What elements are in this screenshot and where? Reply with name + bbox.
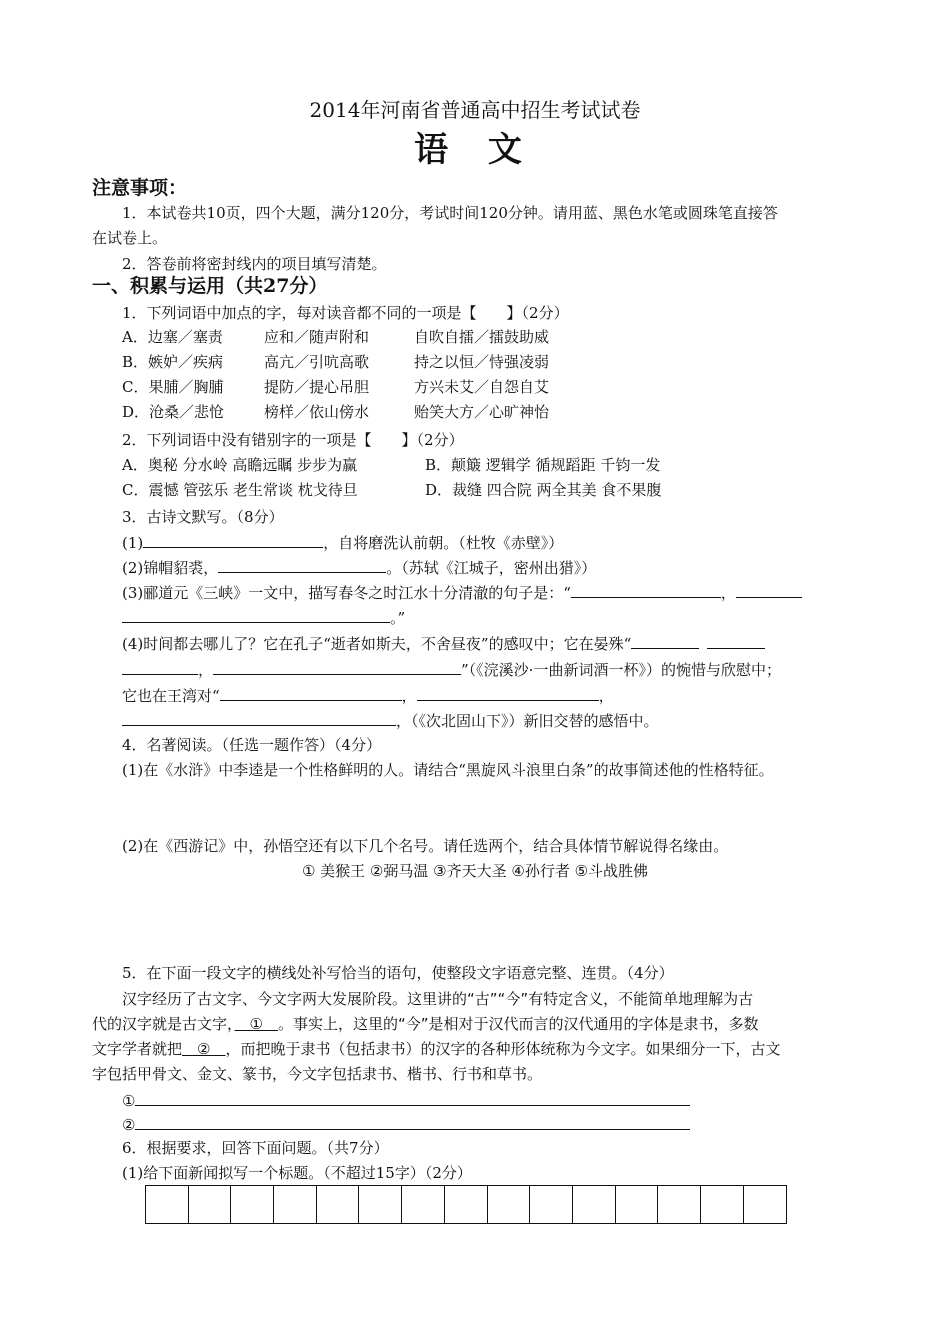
notes-item-2: 2．答卷前将密封线内的项目填写清楚。 (122, 255, 387, 273)
q3-p4-end: ，（《次北固山下》）新旧交替的感悟中。 (396, 712, 659, 730)
q3-p3-blank-2[interactable] (736, 582, 802, 598)
q3-p3-end: 。” (390, 609, 406, 627)
q1-d-col2: 榜样／依山傍水 (264, 403, 370, 421)
q5-answer-2 (122, 1114, 690, 1135)
grid-cell[interactable] (744, 1186, 787, 1223)
q5-answer-1 (122, 1090, 690, 1111)
subject-title: 语 文 (414, 130, 536, 170)
q3-p4-blank-1[interactable] (631, 633, 699, 649)
q5-answer-1-line[interactable] (135, 1090, 690, 1106)
q3-p1-text: ，自将磨洗认前朝。（杜牧《赤壁》） (323, 534, 564, 552)
q5-line-2a: 代的汉字就是古文字， (92, 1015, 235, 1033)
q6-stem: 6．根据要求，回答下面问题。（共7分） (122, 1139, 389, 1157)
section1-heading: 一、积累与运用（共27分） (92, 275, 328, 297)
q5-line-1: 汉字经历了古文字、今文字两大发展阶段。这里讲的“古”“今”有特定含义，不能简单地理解为古 (122, 990, 754, 1008)
q6-part-1: (1)给下面新闻拟写一个标题。（不超过15字）（2分） (122, 1164, 472, 1182)
q3-p4-blank-3[interactable] (122, 659, 198, 675)
q3-p4-comma3: ， (598, 687, 614, 705)
q3-p4-blank-5[interactable] (220, 685, 402, 701)
grid-cell[interactable] (231, 1186, 274, 1223)
q3-p2-label: (2)锦帽貂裘， (122, 559, 219, 577)
q2-option-a: A．奥秘 分水岭 高瞻远瞩 步步为赢 (122, 456, 358, 474)
q3-p4-wang: 它也在王湾对“ (122, 687, 220, 705)
q3-stem: 3．古诗文默写。（8分） (122, 508, 284, 526)
q5-line-3 (92, 1039, 780, 1059)
q4-part-1: (1)在《水浒》中李逵是一个性格鲜明的人。请结合“黑旋风斗浪里白条”的故事简述他的性格特征。 (122, 761, 774, 779)
q3-p3-text: (3)郦道元《三峡》一文中，描写春冬之时江水十分清澈的句子是：“ (122, 584, 571, 602)
grid-cell[interactable] (274, 1186, 317, 1223)
q5-line-3a: 文字学者就把 (92, 1040, 183, 1058)
q3-p4-text: (4)时间都去哪儿了？它在孔子“逝者如斯夫，不舍昼夜”的感叹中；它在晏殊“ (122, 635, 632, 653)
q1-b-col2: 高亢／引吭高歌 (264, 353, 370, 371)
grid-cell[interactable] (658, 1186, 701, 1223)
q5-line-2b: 。事实上，这里的“今”是相对于汉代而言的汉代通用的字体是隶书，多数 (277, 1015, 759, 1033)
q5-answer-2-label: ② (122, 1116, 136, 1134)
exam-title: 2014年河南省普通高中招生考试试卷 (309, 98, 641, 122)
q3-part-4-wang (122, 685, 614, 706)
grid-cell[interactable] (317, 1186, 360, 1223)
grid-cell[interactable] (445, 1186, 488, 1223)
q3-p4-comma2: ， (401, 687, 417, 705)
title-answer-grid[interactable] (145, 1185, 787, 1224)
q3-part-3 (122, 582, 802, 603)
q5-stem: 5．在下面一段文字的横线处补写恰当的语句，使整段文字语意完整、连贯。（4分） (122, 964, 674, 982)
q1-option-a (122, 327, 549, 347)
q3-p2-text: 。（苏轼《江城子，密州出猎》） (386, 559, 597, 577)
q3-part-3-cont (122, 607, 405, 628)
q1-b-col3: 持之以恒／恃强凌弱 (414, 353, 550, 371)
grid-cell[interactable] (616, 1186, 659, 1223)
q1-option-c (122, 377, 549, 397)
q3-part-4 (122, 633, 765, 654)
q3-part-4-end (122, 710, 659, 731)
q1-option-d (122, 402, 549, 422)
q1-c-col2: 提防／提心吊胆 (264, 378, 370, 396)
q5-answer-1-label: ① (122, 1092, 136, 1110)
notes-item-1-cont: 在试卷上。 (92, 229, 168, 247)
q5-answer-2-line[interactable] (135, 1114, 690, 1130)
q5-line-2 (92, 1014, 759, 1034)
grid-cell[interactable] (146, 1186, 189, 1223)
q1-b-col1: B．嫉妒／疾病 (122, 353, 224, 371)
q3-part-4-cont (122, 659, 781, 680)
grid-cell[interactable] (189, 1186, 232, 1223)
q2-option-c: C．震憾 管弦乐 老生常谈 枕戈待旦 (122, 481, 358, 499)
q1-stem: 1．下列词语中加点的字，每对读音都不同的一项是【 】（2分） (122, 304, 569, 322)
q3-p3-blank-1[interactable] (571, 582, 721, 598)
q2-option-b: B．颠簸 逻辑学 循规蹈距 千钧一发 (425, 456, 661, 474)
q1-a-col1: A．边塞／塞责 (122, 328, 223, 346)
q3-p4-blank-2[interactable] (707, 633, 765, 649)
notes-item-1: 1．本试卷共10页，四个大题，满分120分，考试时间120分钟。请用蓝、黑色水笔或圆珠笔直接答 (122, 204, 778, 222)
q1-c-col3: 方兴未艾／自怨自艾 (414, 378, 550, 396)
q1-d-col1: D．沧桑／悲怆 (122, 403, 225, 421)
q5-line-4: 字包括甲骨文、金文、篆书，今文字包括隶书、楷书、行书和草书。 (92, 1065, 543, 1083)
q4-part-2: (2)在《西游记》中，孙悟空还有以下几个名号。请任选两个，结合具体情节解说得名缘由。 (122, 837, 729, 855)
q2-stem: 2．下列词语中没有错别字的一项是【 】（2分） (122, 431, 464, 449)
grid-cell[interactable] (530, 1186, 573, 1223)
q3-part-2 (122, 557, 596, 578)
q1-c-col1: C．果脯／胸脯 (122, 378, 224, 396)
q3-p1-label: (1) (122, 534, 144, 552)
grid-cell[interactable] (488, 1186, 531, 1223)
q5-blank-1-mark: ① (234, 1015, 278, 1033)
q4-names-list: ① 美猴王 ②弼马温 ③齐天大圣 ④孙行者 ⑤斗战胜佛 (301, 862, 649, 880)
q3-p4-blank-4[interactable] (213, 659, 461, 675)
q3-p2-blank[interactable] (218, 557, 386, 573)
q5-line-3b: ，而把晚于隶书（包括隶书）的汉字的各种形体统称为今文字。如果细分一下，古文 (225, 1040, 781, 1058)
grid-cell[interactable] (573, 1186, 616, 1223)
grid-cell[interactable] (701, 1186, 744, 1223)
notes-heading: 注意事项： (92, 177, 188, 199)
q3-p4-blank-7[interactable] (122, 710, 396, 726)
q1-a-col3: 自吹自擂／擂鼓助威 (414, 328, 550, 346)
q4-stem: 4．名著阅读。（任选一题作答）（4分） (122, 736, 382, 754)
q3-p3-comma: ， (720, 584, 736, 602)
grid-cell[interactable] (402, 1186, 445, 1223)
q3-p4-blank-6[interactable] (417, 685, 599, 701)
q2-option-d: D．裁缝 四合院 两全其美 食不果腹 (425, 481, 662, 499)
q3-p1-blank[interactable] (143, 532, 323, 548)
q3-p4-quote: ”（《浣溪沙·一曲新词酒一杯》）的惋惜与欣慰中； (461, 661, 781, 679)
q3-p3-blank-3[interactable] (122, 607, 390, 623)
q3-part-1 (122, 532, 563, 553)
q1-d-col3: 贻笑大方／心旷神怡 (414, 403, 550, 421)
q5-blank-2-mark: ② (182, 1040, 226, 1058)
grid-cell[interactable] (359, 1186, 402, 1223)
q3-p4-comma: ， (198, 661, 214, 679)
q1-option-b (122, 352, 549, 372)
q1-a-col2: 应和／随声附和 (264, 328, 370, 346)
